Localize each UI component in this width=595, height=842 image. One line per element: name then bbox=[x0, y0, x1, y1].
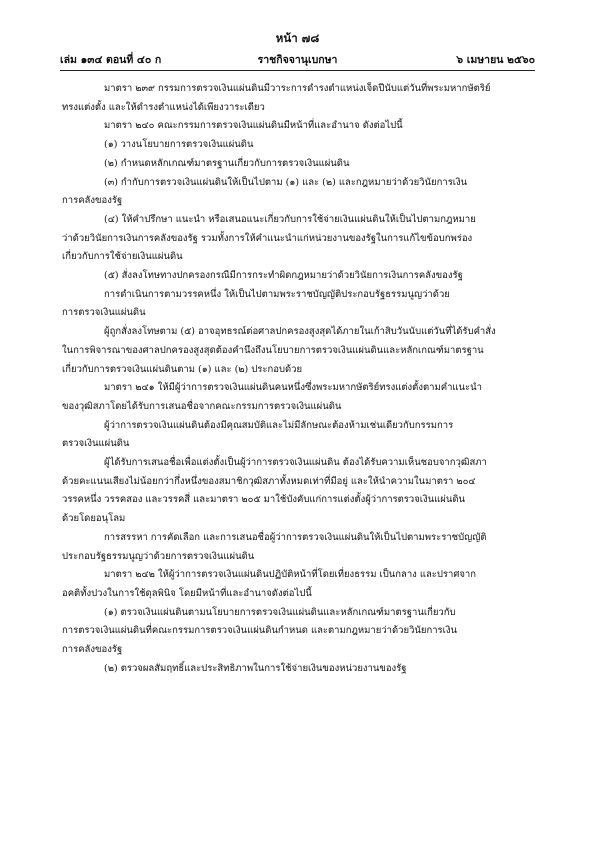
paragraph-line: ประกอบรัฐธรรมนูญว่าด้วยการตรวจเงินแผ่นดิน bbox=[62, 550, 255, 562]
paragraph-line: อคติทั้งปวงในการใช้ดุลพินิจ โดยมีหน้าที่และอำนาจดังต่อไปนี้ bbox=[62, 587, 312, 599]
paragraph-line: ด้วยโดยอนุโลม bbox=[62, 513, 126, 525]
header-rule bbox=[60, 70, 535, 71]
paragraph-line: (๒) ตรวจผลสัมฤทธิ์และประสิทธิภาพในการใช้จ่ายเงินของหน่วยงานของรัฐ bbox=[104, 662, 407, 674]
paragraph-line: (๑) วางนโยบายการตรวจเงินแผ่นดิน bbox=[104, 139, 254, 151]
paragraph-line: ในการพิจารณาของศาลปกครองสูงสุดต้องคำนึงถึงนโยบายการตรวจเงินแผ่นดินและหลักเกณฑ์มาตรฐาน bbox=[62, 344, 484, 356]
volume-issue: เล่ม ๑๓๔ ตอนที่ ๔๐ ก bbox=[60, 54, 162, 66]
paragraph-line: ตรวจเงินแผ่นดิน bbox=[62, 438, 130, 450]
paragraph-line: เกี่ยวกับการตรวจเงินแผ่นดินตาม (๑) และ (๒) ประกอบด้วย bbox=[62, 363, 303, 375]
paragraph-line: (๓) กำกับการตรวจเงินแผ่นดินให้เป็นไปตาม (๑) และ (๒) และกฎหมายว่าด้วยวินัยการเงิน bbox=[104, 176, 468, 188]
paragraph-line: การสรรหา การคัดเลือก และการเสนอชื่อผู้ว่าการตรวจเงินแผ่นดินให้เป็นไปตามพระราชบัญญัติ bbox=[104, 531, 487, 543]
paragraph-line: มาตรา ๒๓๙ กรรมการตรวจเงินแผ่นดินมีวาระการดำรงตำแหน่งเจ็ดปีนับแต่วันที่พระมหากษัตริย์ bbox=[104, 83, 491, 94]
paragraph-line: (๕) สั่งลงโทษทางปกครองกรณีมีการกระทำผิดกฎหมายว่าด้วยวินัยการเงินการคลังของรัฐ bbox=[104, 270, 463, 282]
paragraph-line: (๑) ตรวจเงินแผ่นดินตามนโยบายการตรวจเงินแผ่นดินและหลักเกณฑ์มาตรฐานเกี่ยวกับ bbox=[104, 606, 456, 618]
paragraph-line: ว่าด้วยวินัยการเงินการคลังของรัฐ รวมทั้งการให้คำแนะนำแก่หน่วยงานของรัฐในการแก้ไขข้อบกพร่อง bbox=[62, 232, 473, 244]
paragraph-line: การตรวจเงินแผ่นดินที่คณะกรรมการตรวจเงินแผ่นดินกำหนด และตามกฎหมายว่าด้วยวินัยการเงิน bbox=[62, 625, 458, 637]
paragraph-line: ด้วยคะแนนเสียงไม่น้อยกว่ากึ่งหนึ่งของสมาชิกวุฒิสภาทั้งหมดเท่าที่มีอยู่ และให้นำความในมาตรา ๒๐๔ bbox=[62, 475, 476, 487]
paragraph-line: การคลังของรัฐ bbox=[62, 195, 123, 207]
publication-date: ๖ เมษายน ๒๕๖๐ bbox=[456, 54, 535, 66]
paragraph-line: การตรวจเงินแผ่นดิน bbox=[62, 307, 146, 319]
paragraph-line: มาตรา ๒๔๑ ให้มีผู้ว่าการตรวจเงินแผ่นดินคนหนึ่งซึ่งพระมหากษัตริย์ทรงแต่งตั้งตามคำแนะนำ bbox=[104, 382, 482, 394]
paragraph-line: ทรงแต่งตั้ง และให้ดำรงตำแหน่งได้เพียงวาระเดียว bbox=[62, 101, 265, 113]
paragraph-line: มาตรา ๒๔๒ ให้ผู้ว่าการตรวจเงินแผ่นดินปฏิบัติหน้าที่โดยเที่ยงธรรม เป็นกลาง และปราศจาก bbox=[104, 569, 477, 581]
paragraph-line: ผู้ได้รับการเสนอชื่อเพื่อแต่งตั้งเป็นผู้ว่าการตรวจเงินแผ่นดิน ต้องได้รับความเห็นชอบจากวุฒิสภา bbox=[104, 457, 487, 469]
paragraph-line: (๔) ให้คำปรึกษา แนะนำ หรือเสนอแนะเกี่ยวกับการใช้จ่ายเงินแผ่นดินให้เป็นไปตามกฎหมาย bbox=[104, 213, 476, 225]
paragraph-line: ผู้ว่าการตรวจเงินแผ่นดินต้องมีคุณสมบัติและไม่มีลักษณะต้องห้ามเช่นเดียวกับกรรมการ bbox=[104, 419, 454, 431]
gazette-title: ราชกิจจานุเบกษา bbox=[257, 54, 338, 66]
paragraph-line: การดำเนินการตามวรรคหนึ่ง ให้เป็นไปตามพระราชบัญญัติประกอบรัฐธรรมนูญว่าด้วย bbox=[104, 288, 450, 300]
paragraph-line: (๒) กำหนดหลักเกณฑ์มาตรฐานเกี่ยวกับการตรวจเงินแผ่นดิน bbox=[104, 157, 350, 169]
document-body bbox=[62, 80, 534, 679]
paragraph-line: วรรคหนึ่ง วรรคสอง และวรรคสี่ และมาตรา ๒๐๕ มาใช้บังคับแก่การแต่งตั้งผู้ว่าการตรวจเงินแผ่นดิน bbox=[62, 494, 466, 506]
paragraph-line: ผู้ถูกสั่งลงโทษตาม (๕) อาจอุทธรณ์ต่อศาลปกครองสูงสุดได้ภายในเก้าสิบวันนับแต่วันที่ได้รับคำสั่ง bbox=[104, 326, 496, 338]
paragraph-line: การคลังของรัฐ bbox=[62, 644, 123, 656]
page-number: หน้า ๗๘ bbox=[275, 31, 320, 45]
paragraph-line: เกี่ยวกับการใช้จ่ายเงินแผ่นดิน bbox=[62, 251, 183, 263]
gazette-header bbox=[60, 51, 535, 67]
paragraph-line: มาตรา ๒๔๐ คณะกรรมการตรวจเงินแผ่นดินมีหน้าที่และอำนาจ ดังต่อไปนี้ bbox=[104, 120, 403, 132]
paragraph-line: ของวุฒิสภาโดยได้รับการเสนอชื่อจากคณะกรรมการตรวจเงินแผ่นดิน bbox=[62, 400, 342, 412]
